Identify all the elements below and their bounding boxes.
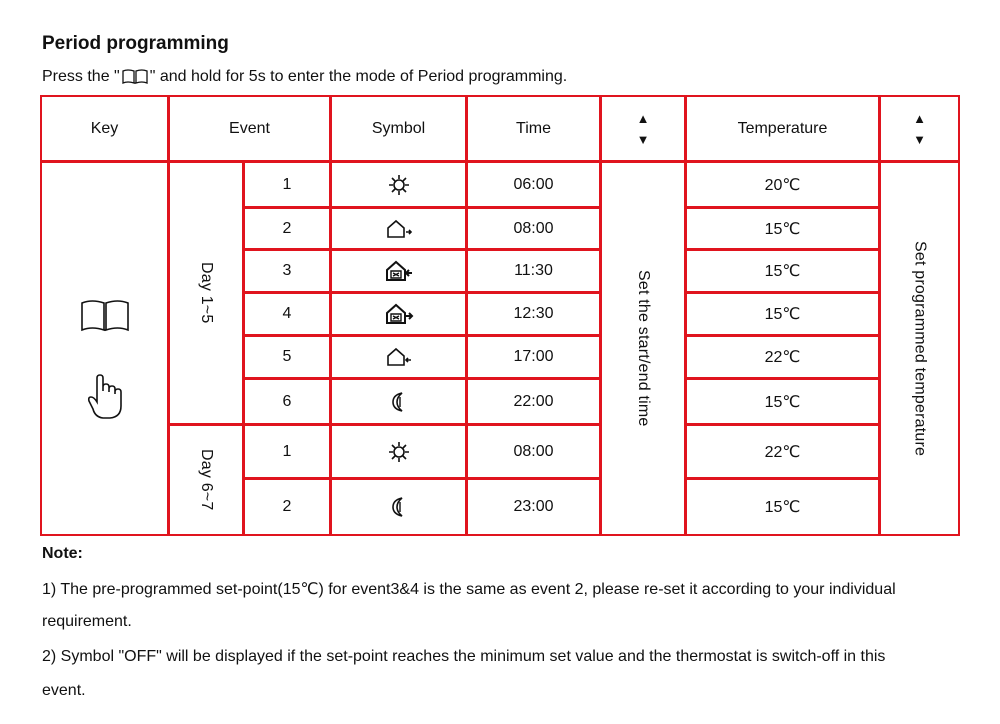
event-cell: 5 [243, 335, 331, 379]
event-cell: 2 [243, 478, 331, 536]
symbol-cell [330, 292, 467, 336]
time-note-cell [600, 161, 686, 536]
event-cell: 1 [243, 161, 331, 208]
sun-icon [388, 174, 410, 196]
time-cell: 23:00 [466, 478, 601, 536]
sun-icon [388, 441, 410, 463]
temp-cell: 15℃ [685, 292, 880, 336]
hand-press-icon [85, 373, 125, 421]
note-line-2: 2) Symbol "OFF" will be displayed if the set-point reaches the minimum set value and the thermostat is switch-off in this [42, 648, 886, 665]
period-table [41, 96, 960, 536]
symbol-cell [330, 335, 467, 379]
event-cell: 1 [243, 424, 331, 479]
temp-cell: 15℃ [685, 378, 880, 425]
time-cell: 12:30 [466, 292, 601, 336]
temp-cell: 15℃ [685, 249, 880, 293]
page-title: Period programming [42, 33, 229, 54]
group-day6-7 [168, 424, 244, 536]
intro-text [42, 68, 567, 86]
time-cell: 08:00 [466, 207, 601, 250]
intro-after: " and hold for 5s to enter the mode of Period programming. [149, 68, 568, 85]
time-cell: 11:30 [466, 249, 601, 293]
house-return-icon [385, 347, 413, 367]
intro-before: Press the " [42, 68, 120, 85]
group-day1-5 [168, 161, 244, 425]
book-icon [121, 68, 149, 84]
symbol-cell [330, 424, 467, 479]
temp-cell: 22℃ [685, 424, 880, 479]
header-key: Key [40, 95, 169, 162]
header-symbol: Symbol [330, 95, 467, 162]
symbol-cell [330, 161, 467, 208]
event-cell: 3 [243, 249, 331, 293]
group-label: Day 1~5 [198, 262, 215, 324]
up-arrow-icon: ▲ [913, 110, 926, 126]
down-arrow-icon: ▼ [636, 131, 650, 147]
key-cell [40, 161, 169, 536]
up-arrow-icon: ▲ [636, 110, 650, 126]
temp-note-cell [879, 161, 960, 536]
note-heading: Note: [42, 545, 83, 562]
header-event: Event [168, 95, 331, 162]
house-leave-icon [385, 219, 413, 239]
event-cell: 2 [243, 207, 331, 250]
time-cell: 17:00 [466, 335, 601, 379]
temp-cell: 15℃ [685, 207, 880, 250]
header-time: Time [466, 95, 601, 162]
time-cell: 22:00 [466, 378, 601, 425]
temp-cell: 22℃ [685, 335, 880, 379]
symbol-cell [330, 478, 467, 536]
temp-cell: 20℃ [685, 161, 880, 208]
symbol-cell [330, 207, 467, 250]
group-label: Day 6~7 [198, 449, 215, 511]
event-cell: 6 [243, 378, 331, 425]
moon-icon [390, 391, 408, 413]
house-return-left-icon [384, 260, 414, 282]
time-cell: 08:00 [466, 424, 601, 479]
event-cell: 4 [243, 292, 331, 336]
house-leave-right-icon [384, 303, 414, 325]
down-arrow-icon: ▼ [913, 131, 926, 147]
temp-note: Set programmed temperature [911, 240, 929, 457]
note-line-1b: requirement. [42, 613, 132, 630]
book-icon [79, 297, 131, 333]
temp-cell: 15℃ [685, 478, 880, 536]
symbol-cell [330, 378, 467, 425]
symbol-cell [330, 249, 467, 293]
note-line-2b: event. [42, 682, 86, 699]
header-temperature: Temperature [685, 95, 880, 162]
header-temp-arrows [879, 95, 960, 162]
time-note: Set the start/end time [635, 270, 652, 427]
moon-icon [390, 496, 408, 518]
header-time-arrows [600, 95, 686, 162]
note-line-1: 1) The pre-programmed set-point(15℃) for event3&4 is the same as event 2, please re-set it according to your individual [42, 581, 896, 598]
time-cell: 06:00 [466, 161, 601, 208]
